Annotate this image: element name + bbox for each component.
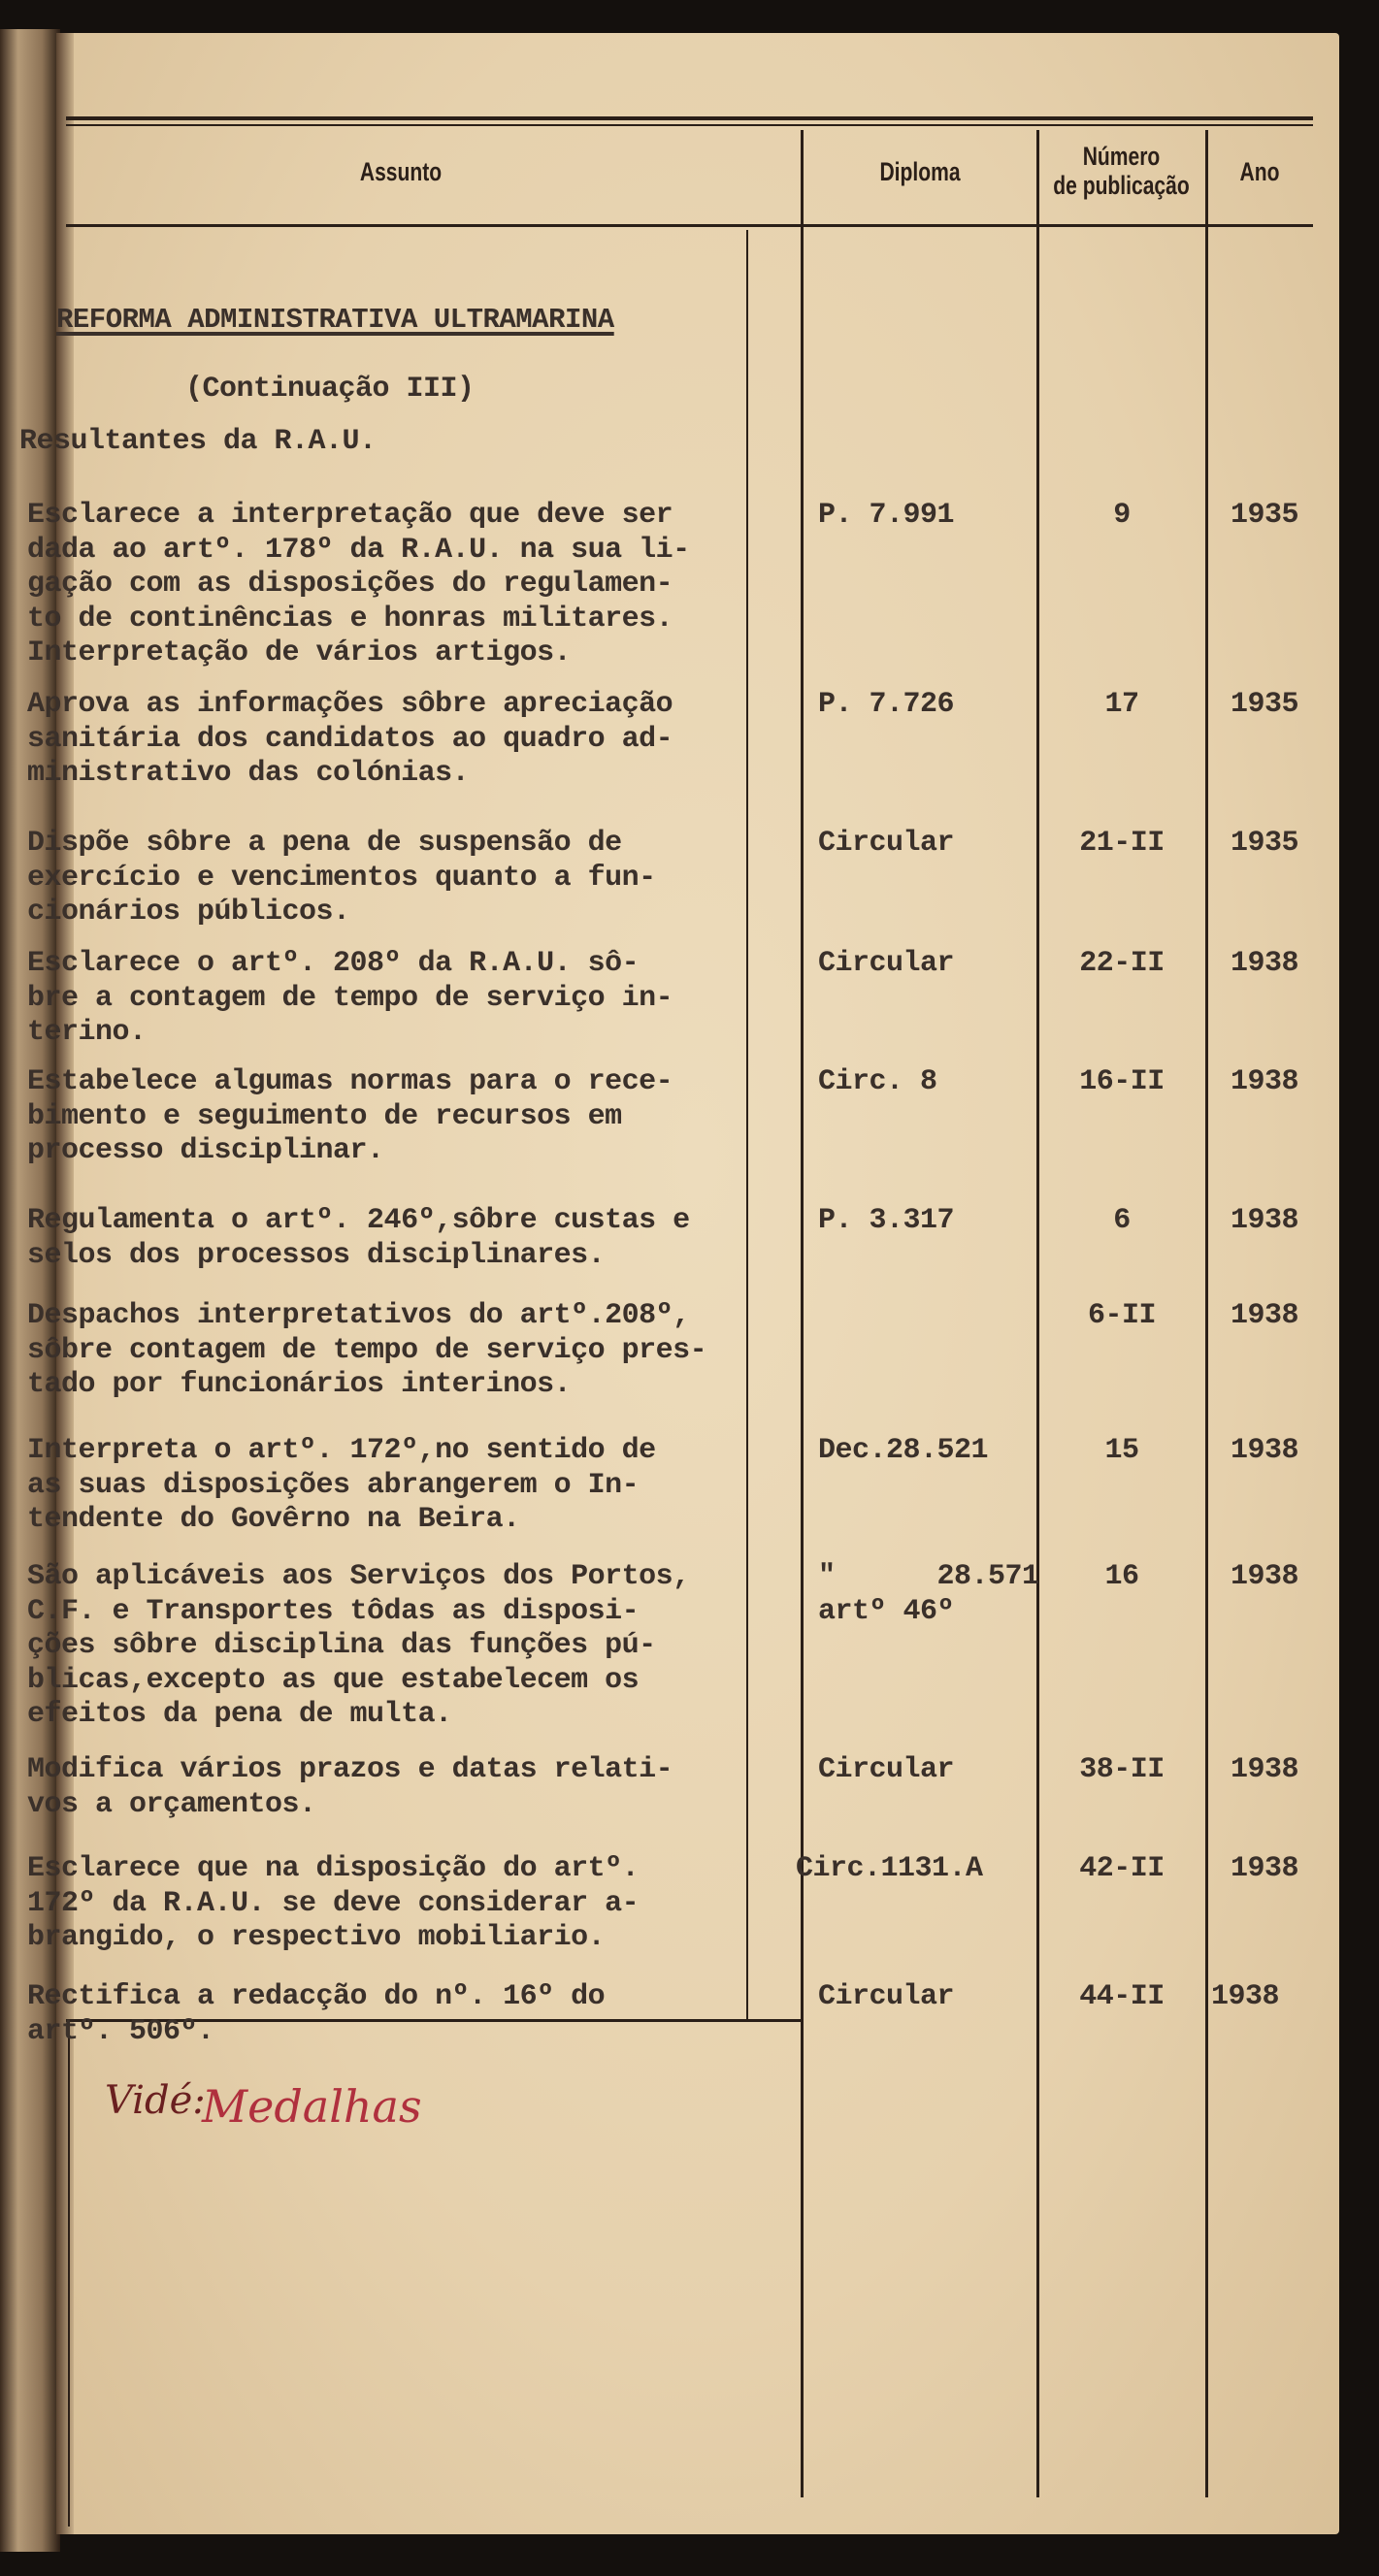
row-ano: 1938 bbox=[1231, 1852, 1299, 1885]
section-intro: Resultantes da R.A.U. bbox=[19, 425, 377, 458]
note-value: Medalhas bbox=[202, 2080, 422, 2133]
row-diploma: Circ.1131.A bbox=[796, 1852, 983, 1885]
row-diploma: Circular bbox=[818, 947, 955, 980]
row-diploma: " 28.571 artº 46º bbox=[818, 1560, 1039, 1628]
row-ano: 1938 bbox=[1231, 1299, 1299, 1332]
row-numero: 22-II bbox=[1079, 947, 1165, 980]
row-diploma: Circ. 8 bbox=[818, 1065, 937, 1098]
row-numero: 44-II bbox=[1079, 1980, 1165, 2013]
row-ano: 1938 bbox=[1231, 1434, 1299, 1467]
row-numero: 16 bbox=[1104, 1560, 1139, 1593]
header-assunto: Assunto bbox=[359, 157, 443, 186]
row-assunto: Dispõe sôbre a pena de suspensão de exercício e vencimentos quanto a fun- cionários públicos. bbox=[27, 827, 656, 929]
row-ano: 1938 bbox=[1231, 947, 1299, 980]
row-numero: 6 bbox=[1113, 1204, 1131, 1237]
row-diploma: P. 7.726 bbox=[818, 688, 955, 721]
row-numero: 38-II bbox=[1079, 1753, 1165, 1786]
row-diploma: P. 7.991 bbox=[818, 499, 955, 532]
top-rule bbox=[66, 116, 1313, 120]
row-numero: 17 bbox=[1104, 688, 1139, 721]
previous-page-edge bbox=[0, 29, 60, 2552]
row-diploma: Circular bbox=[818, 1753, 955, 1786]
header-ano: Ano bbox=[1239, 157, 1280, 186]
note-label: Vidé: bbox=[105, 2078, 206, 2123]
row-assunto: Esclarece que na disposição do artº. 172º da R.A.U. se deve considerar a- brangido, o respectivo mobiliario. bbox=[27, 1852, 640, 1954]
row-numero: 15 bbox=[1104, 1434, 1139, 1467]
row-numero: 16-II bbox=[1079, 1065, 1165, 1098]
row-numero: 21-II bbox=[1079, 827, 1165, 860]
col-divider-diploma bbox=[801, 130, 804, 2497]
row-ano: 1935 bbox=[1231, 827, 1299, 860]
header-diploma: Diploma bbox=[879, 157, 961, 186]
row-assunto: Aprova as informações sôbre apreciação sanitária dos candidatos ao quadro ad- ministrativo das colónias. bbox=[27, 688, 673, 790]
row-assunto: Esclarece a interpretação que deve ser dada ao artº. 178º da R.A.U. na sua li- gação com as disposições do regulamen- to de continências e honras militares. Interpretação de vários artigos. bbox=[27, 499, 690, 669]
row-ano: 1938 bbox=[1231, 1065, 1299, 1098]
row-assunto: Modifica vários prazos e datas relati- vos a orçamentos. bbox=[27, 1753, 673, 1821]
row-numero: 42-II bbox=[1079, 1852, 1165, 1885]
row-diploma: Dec.28.521 bbox=[818, 1434, 989, 1467]
header-bottom-rule bbox=[66, 224, 1313, 227]
row-ano: 1938 bbox=[1231, 1560, 1299, 1593]
row-ano: 1938 bbox=[1211, 1980, 1280, 2013]
row-assunto: São aplicáveis aos Serviços dos Portos, C.F. e Transportes tôdas as disposi- ções sôbre disciplina das funções pú- blicas,excepto as que estabelecem os efeitos da pena de multa. bbox=[27, 1560, 690, 1731]
col-divider-ano bbox=[1205, 130, 1208, 2497]
section-title: REFORMA ADMINISTRATIVA ULTRAMARINA bbox=[56, 304, 614, 336]
row-assunto: Despachos interpretativos do artº.208º, sôbre contagem de tempo de serviço pres- tado por funcionários interinos. bbox=[27, 1299, 707, 1401]
assunto-inner-rule bbox=[746, 230, 748, 2020]
document-page bbox=[19, 33, 1339, 2534]
row-assunto: Regulamenta o artº. 246º,sôbre custas e selos dos processos disciplinares. bbox=[27, 1204, 690, 1272]
row-diploma: Circular bbox=[818, 1980, 955, 2013]
row-assunto: Rectifica a redacção do nº. 16º do artº. 506º. bbox=[27, 1980, 606, 2048]
binding-shadow bbox=[56, 33, 74, 2534]
section-subtitle: (Continuação III) bbox=[185, 373, 475, 406]
row-ano: 1938 bbox=[1231, 1204, 1299, 1237]
header-numero: Número de publicação bbox=[1053, 142, 1190, 200]
row-assunto: Interpreta o artº. 172º,no sentido de as suas disposições abrangerem o In- tendente do Govêrno na Beira. bbox=[27, 1434, 656, 1536]
row-ano: 1938 bbox=[1231, 1753, 1299, 1786]
row-diploma: P. 3.317 bbox=[818, 1204, 955, 1237]
row-numero: 6-II bbox=[1087, 1299, 1156, 1332]
left-rule bbox=[68, 2022, 70, 2527]
row-assunto: Esclarece o artº. 208º da R.A.U. sô- bre a contagem de tempo de serviço in- terino. bbox=[27, 947, 673, 1049]
row-ano: 1935 bbox=[1231, 688, 1299, 721]
top-rule-thin bbox=[66, 124, 1313, 126]
row-numero: 9 bbox=[1113, 499, 1131, 532]
row-diploma: Circular bbox=[818, 827, 955, 860]
row-assunto: Estabelece algumas normas para o rece- bimento e seguimento de recursos em processo disciplinar. bbox=[27, 1065, 673, 1167]
row-ano: 1935 bbox=[1231, 499, 1299, 532]
